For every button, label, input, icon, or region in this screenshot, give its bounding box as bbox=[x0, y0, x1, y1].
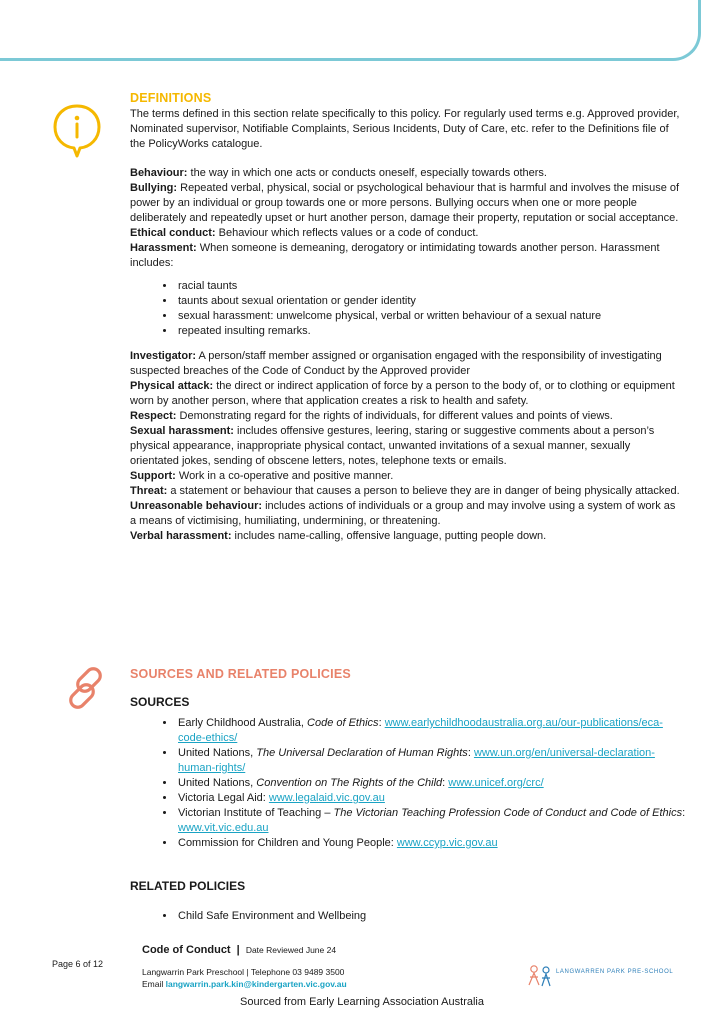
source-item bbox=[176, 791, 686, 806]
definition-text: When someone is demeaning, derogatory or intimidating towards another person. Harassment includes: bbox=[130, 242, 660, 269]
definition-entry bbox=[130, 166, 682, 181]
definitions-title: DEFINITIONS bbox=[130, 91, 212, 105]
definition-entry bbox=[130, 349, 682, 379]
date-reviewed: Date Reviewed June 24 bbox=[245, 945, 337, 955]
chain-link-icon bbox=[62, 664, 110, 712]
source-prefix: Commission for Children and Young People: bbox=[178, 837, 397, 849]
source-link[interactable]: www.ccyp.vic.gov.au bbox=[396, 837, 498, 849]
definition-text: Work in a co-operative and positive manner. bbox=[175, 470, 394, 482]
source-prefix: Victorian Institute of Teaching – bbox=[178, 807, 334, 819]
definition-entry bbox=[130, 499, 682, 529]
list-item: • sexual harassment: unwelcome physical, verbal or written behaviour of a sexual nature bbox=[176, 309, 682, 324]
list-item: • racial taunts bbox=[176, 279, 682, 294]
info-speech-bubble-icon bbox=[52, 103, 102, 159]
source-item bbox=[176, 776, 686, 791]
document-title: Code of Conduct bbox=[142, 944, 231, 956]
source-prefix: United Nations, bbox=[178, 777, 257, 789]
definition-list-a bbox=[130, 166, 682, 271]
related-policy-item: • Child Safe Environment and Wellbeing bbox=[176, 909, 724, 924]
definition-entry bbox=[130, 529, 682, 544]
source-separator: : bbox=[467, 747, 474, 759]
sources-heading: SOURCES bbox=[130, 695, 190, 709]
definition-text: includes offensive gestures, leering, staring or suggestive comments about a person’s physical appearance, inappropriate physical contact, unwanted invitations of a sexual manner, sexually orientated jokes, sending of obscene letters, notes, telephone texts or emails. bbox=[130, 425, 655, 467]
definition-term: Support: bbox=[130, 470, 176, 482]
definition-text: includes actions of individuals or a group and may involve using a system of work as a means of victimising, humiliating, undermining, or threatening. bbox=[130, 500, 676, 527]
email-address[interactable]: langwarrin.park.kin@kindergarten.vic.gov.au bbox=[165, 979, 347, 989]
source-prefix: United Nations, bbox=[178, 747, 257, 759]
definition-term: Physical attack: bbox=[130, 380, 214, 392]
definition-text: a statement or behaviour that causes a person to believe they are in danger of being physically attacked. bbox=[167, 485, 680, 497]
source-title: The Universal Declaration of Human Rights bbox=[256, 747, 468, 759]
children-figures-icon bbox=[526, 963, 554, 989]
source-separator: : bbox=[442, 777, 449, 789]
source-item bbox=[176, 806, 686, 836]
source-item bbox=[176, 836, 686, 851]
source-title: Convention on The Rights of the Child bbox=[256, 777, 443, 789]
source-link[interactable]: www.unicef.org/crc/ bbox=[448, 777, 544, 789]
list-item: • taunts about sexual orientation or gender identity bbox=[176, 294, 682, 309]
definition-term: Sexual harassment: bbox=[130, 425, 234, 437]
definition-term: Behaviour: bbox=[130, 167, 188, 179]
source-prefix: Early Childhood Australia, bbox=[178, 717, 308, 729]
page-border-frame bbox=[0, 0, 701, 61]
preschool-logo bbox=[526, 963, 676, 989]
definition-text: Demonstrating regard for the rights of individuals, for different values and points of views. bbox=[176, 410, 613, 422]
definition-text: Repeated verbal, physical, social or psychological behaviour that is harmful and involves the misuse of power by an individual or group towards one or more persons. Bullying occurs when one or more people deliberately and repeatedly upset or hurt another person, damage their property, reputation or social acceptance. bbox=[130, 182, 680, 224]
definition-term: Investigator: bbox=[130, 350, 197, 362]
definitions-body bbox=[130, 107, 682, 544]
definition-entry bbox=[130, 241, 682, 271]
definition-entry bbox=[130, 409, 682, 424]
definition-term: Ethical conduct: bbox=[130, 227, 216, 239]
source-link[interactable]: www.legalaid.vic.gov.au bbox=[268, 792, 385, 804]
related-policies-heading: RELATED POLICIES bbox=[130, 879, 246, 893]
source-title: Code of Ethics bbox=[307, 717, 379, 729]
source-item bbox=[176, 716, 686, 746]
definition-text: the way in which one acts or conducts oneself, especially towards others. bbox=[187, 167, 547, 179]
source-link[interactable]: www.vit.vic.edu.au bbox=[178, 822, 269, 834]
source-item bbox=[176, 746, 686, 776]
definition-entry bbox=[130, 226, 682, 241]
definition-list-b bbox=[130, 349, 682, 544]
source-title: The Victorian Teaching Profession Code of Conduct and Code of Ethics bbox=[333, 807, 683, 819]
definition-term: Respect: bbox=[130, 410, 177, 422]
definition-entry bbox=[130, 424, 682, 469]
footer-document-info bbox=[142, 944, 336, 956]
source-separator: : bbox=[682, 807, 686, 819]
definitions-intro: The terms defined in this section relate specifically to this policy. For regularly used terms e.g. Approved provider, Nominated supervisor, Notifiable Complaints, Serious Incidents, Duty of Care, etc. refer to the Definitions file of the PolicyWorks catalogue. bbox=[130, 108, 680, 150]
sourced-from: Sourced from Early Learning Association Australia bbox=[240, 996, 484, 1008]
page-number: Page 6 of 12 bbox=[52, 959, 104, 969]
definition-term: Bullying: bbox=[130, 182, 178, 194]
related-policies-list bbox=[130, 909, 724, 924]
harassment-examples-list bbox=[130, 279, 682, 339]
definition-entry bbox=[130, 484, 682, 499]
definition-text: Behaviour which reflects values or a code of conduct. bbox=[215, 227, 479, 239]
footer-separator: | bbox=[236, 944, 240, 956]
email-label: Email bbox=[142, 979, 166, 989]
list-item: • repeated insulting remarks. bbox=[176, 324, 682, 339]
definition-term: Threat: bbox=[130, 485, 168, 497]
definition-text: includes name-calling, offensive language, putting people down. bbox=[231, 530, 547, 542]
footer-contact bbox=[142, 966, 347, 990]
definition-term: Verbal harassment: bbox=[130, 530, 232, 542]
definition-term: Unreasonable behaviour: bbox=[130, 500, 263, 512]
source-link[interactable]: www.un.org/en/universal-declaration-human-rights/ bbox=[178, 747, 655, 774]
logo-text: LANGWARREN PARK PRE-SCHOOL bbox=[556, 969, 674, 975]
contact-line: Langwarrin Park Preschool | Telephone 03 9489 3500 bbox=[142, 967, 345, 977]
source-link[interactable]: www.earlychildhoodaustralia.org.au/our-publications/eca-code-ethics/ bbox=[178, 717, 663, 744]
definition-text: the direct or indirect application of force by a person to the body of, or to clothing or equipment worn by another person, where that application creates a risk to health and safety. bbox=[130, 380, 675, 407]
source-prefix: Victoria Legal Aid: bbox=[178, 792, 269, 804]
definition-entry bbox=[130, 469, 682, 484]
definition-entry bbox=[130, 379, 682, 409]
source-separator: : bbox=[378, 717, 385, 729]
definition-term: Harassment: bbox=[130, 242, 197, 254]
definition-entry bbox=[130, 181, 682, 226]
sources-list bbox=[130, 716, 686, 851]
definition-text: A person/staff member assigned or organisation engaged with the responsibility of investigating suspected breaches of the Code of Conduct by the Approved provider bbox=[130, 350, 662, 377]
sources-section-title: SOURCES AND RELATED POLICIES bbox=[130, 667, 351, 681]
